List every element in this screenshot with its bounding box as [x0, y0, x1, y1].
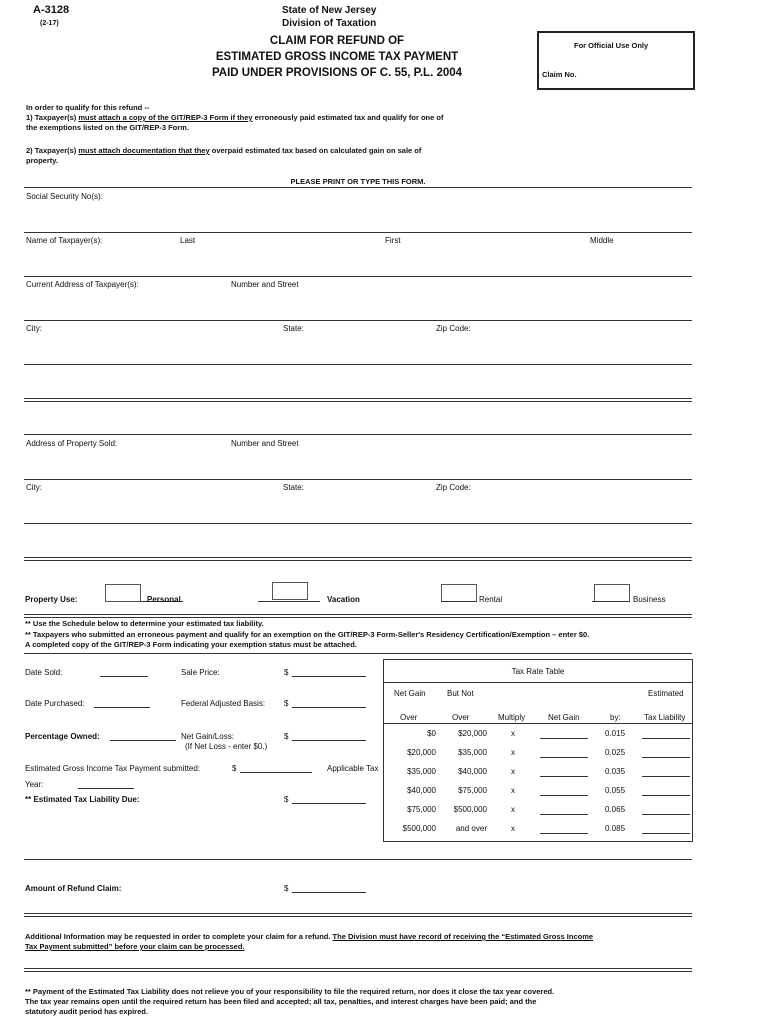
liability-due-dollar: $	[284, 795, 289, 804]
business-option-label: Business	[633, 595, 666, 604]
middle-name-label: Middle	[590, 236, 614, 245]
rate-but-not: and over	[455, 824, 487, 833]
rate-row	[384, 804, 692, 823]
intro-lead: In order to qualify for this refund --	[26, 103, 150, 112]
taxpayer-name-label: Name of Taxpayer(s):	[26, 236, 103, 245]
net-gain-label: Net Gain/Loss:	[181, 732, 234, 741]
rate-but-not: $75,000	[458, 786, 487, 795]
additional-info	[25, 932, 593, 941]
table-divider	[384, 723, 692, 724]
intro-item-2-cont: property.	[26, 156, 58, 165]
year-label: Year:	[25, 780, 44, 789]
rate-factor: 0.055	[605, 786, 626, 795]
attachment-note: A completed copy of the GIT/REP-3 Form indicating your exemption status must be attached.	[25, 640, 357, 649]
rate-but-not: $40,000	[458, 767, 487, 776]
rate-factor: 0.015	[605, 729, 626, 738]
rate-row	[384, 785, 692, 804]
federal-basis-field[interactable]	[292, 699, 366, 708]
footer-note-2: The tax year remains open until the required return has been filed and accepted; all tax, penalties, and interest charges have been paid; and the	[25, 997, 537, 1006]
rate-over: $40,000	[407, 786, 436, 795]
city-label: City:	[26, 324, 42, 333]
rate-multiply: x	[511, 824, 515, 833]
zip-label: Zip Code:	[436, 324, 471, 333]
rate-liability-field[interactable]	[642, 749, 690, 758]
additional-info-cont: Tax Payment submitted” before your claim can be processed.	[25, 942, 245, 951]
tax-rate-table	[383, 659, 693, 842]
section-divider	[24, 398, 692, 402]
exemption-note: ** Taxpayers who submitted an erroneous payment and qualify for an exemption on the GIT/REP-3 Form-Seller's Residency Certification/Exemption – enter $0.	[25, 630, 590, 639]
sale-price-field[interactable]	[292, 668, 366, 677]
taxpayer-name-field[interactable]	[24, 245, 692, 275]
rate-net-gain-field[interactable]	[540, 787, 588, 796]
net-gain-dollar: $	[284, 732, 289, 741]
form-title-line3: PAID UNDER PROVISIONS OF C. 55, P.L. 2004	[211, 67, 463, 79]
last-name-label: Last	[180, 236, 196, 245]
current-address-label: Current Address of Taxpayer(s):	[26, 280, 139, 289]
intro-item-1	[26, 113, 443, 122]
divider	[24, 859, 692, 860]
rate-net-gain-field[interactable]	[540, 749, 588, 758]
schedule-note: ** Use the Schedule below to determine your estimated tax liability.	[25, 619, 264, 628]
est-payment-field[interactable]	[240, 764, 312, 773]
federal-basis-dollar: $	[284, 699, 289, 708]
intro-item-1-rest: erroneously paid estimated tax and qualify for one of	[252, 113, 444, 122]
additional-info-text: Additional Information may be requested in order to complete your claim for a refund.	[25, 932, 333, 941]
section-divider	[24, 968, 692, 972]
rate-liability-field[interactable]	[642, 825, 690, 834]
header-over-2: Over	[452, 713, 470, 722]
rate-but-not: $500,000	[453, 805, 487, 814]
header-net-gain-2: Net Gain	[548, 713, 580, 722]
personal-checkbox[interactable]	[105, 584, 141, 602]
header-estimated: Estimated	[648, 689, 684, 698]
intro-item-1-cont: the exemptions listed on the GIT/REP-3 Form.	[26, 123, 189, 132]
divider	[24, 320, 692, 321]
applicable-tax-label: Applicable Tax	[327, 764, 379, 773]
property-street-label: Number and Street	[231, 439, 299, 448]
rate-net-gain-field[interactable]	[540, 806, 588, 815]
rate-multiply: x	[511, 729, 515, 738]
year-field[interactable]	[78, 780, 134, 789]
city-state-zip-field[interactable]	[24, 333, 692, 363]
business-underline	[592, 601, 630, 602]
property-zip-label: Zip Code:	[436, 483, 471, 492]
rate-multiply: x	[511, 748, 515, 757]
rate-net-gain-field[interactable]	[540, 825, 588, 834]
section-divider	[24, 557, 692, 561]
header-but-not: But Not	[447, 689, 474, 698]
intro-item-2-prefix: 2) Taxpayer(s)	[26, 146, 79, 155]
vacation-checkbox[interactable]	[272, 582, 308, 600]
net-gain-field[interactable]	[292, 732, 366, 741]
claim-no-label: Claim No.	[542, 70, 577, 79]
property-city-label: City:	[26, 483, 42, 492]
rate-over: $75,000	[407, 805, 436, 814]
personal-option-label: Personal	[147, 595, 181, 604]
rental-underline	[441, 601, 477, 602]
official-use-label: For Official Use Only	[574, 41, 649, 50]
date-sold-label: Date Sold:	[25, 668, 63, 677]
divider	[24, 479, 692, 480]
additional-info-emphasis: The Division must have record of receiving the “Estimated Gross Income	[332, 932, 594, 941]
rate-but-not: $20,000	[458, 729, 487, 738]
property-address-label: Address of Property Sold:	[26, 439, 118, 448]
ssn-label: Social Security No(s):	[26, 192, 103, 201]
footer-note-1: ** Payment of the Estimated Tax Liability does not relieve you of your responsibility to file the required return, nor does it close the tax year covered.	[25, 987, 555, 996]
federal-basis-label: Federal Adjusted Basis:	[181, 699, 266, 708]
first-name-label: First	[385, 236, 401, 245]
divider	[24, 434, 692, 435]
header-division: Division of Taxation	[282, 18, 377, 29]
rate-liability-field[interactable]	[642, 730, 690, 739]
property-state-label: State:	[283, 483, 304, 492]
divider	[24, 232, 692, 233]
rate-multiply: x	[511, 805, 515, 814]
header-tax-liability: Tax Liability	[644, 713, 686, 722]
rate-row	[384, 747, 692, 766]
form-revision: (2-17)	[40, 20, 59, 27]
intro-item-2	[26, 146, 421, 155]
state-label: State:	[283, 324, 304, 333]
rate-factor: 0.065	[605, 805, 626, 814]
divider	[24, 653, 692, 654]
property-city-state-zip-field[interactable]	[24, 492, 692, 522]
rate-multiply: x	[511, 786, 515, 795]
date-sold-field[interactable]	[100, 668, 148, 677]
header-state: State of New Jersey	[282, 5, 377, 16]
intro-item-2-emphasis: must attach documentation that they	[78, 146, 210, 155]
refund-claim-field[interactable]	[292, 884, 366, 893]
vacation-underline	[258, 601, 320, 602]
divider	[24, 523, 692, 524]
header-multiply: Multiply	[498, 713, 526, 722]
percentage-owned-field[interactable]	[110, 732, 176, 741]
tax-rate-table-title: Tax Rate Table	[511, 667, 565, 676]
rate-row	[384, 766, 692, 785]
rate-net-gain-field[interactable]	[540, 730, 588, 739]
ssn-field[interactable]	[24, 200, 692, 230]
section-divider	[24, 614, 692, 618]
print-note: PLEASE PRINT OR TYPE THIS FORM.	[290, 177, 426, 186]
property-use-label: Property Use:	[25, 595, 78, 604]
vacation-option-label: Vacation	[327, 595, 360, 604]
liability-due-field[interactable]	[292, 795, 366, 804]
rate-over: $0	[427, 729, 436, 738]
business-checkbox[interactable]	[594, 584, 630, 602]
net-loss-note: (If Net Loss - enter $0.)	[185, 742, 268, 751]
rental-option-label: Rental	[479, 595, 503, 604]
divider	[24, 187, 692, 188]
section-divider	[24, 913, 692, 917]
intro-item-1-emphasis: must attach a copy of the GIT/REP-3 Form if they	[78, 113, 253, 122]
intro-item-2-rest: overpaid estimated tax based on calculated gain on sale of	[209, 146, 422, 155]
rate-but-not: $35,000	[458, 748, 487, 757]
date-purchased-label: Date Purchased:	[25, 699, 85, 708]
property-address-field[interactable]	[24, 448, 692, 478]
official-use-box	[537, 31, 695, 90]
header-net-gain: Net Gain	[394, 689, 426, 698]
rate-factor: 0.085	[605, 824, 626, 833]
rate-liability-field[interactable]	[642, 806, 690, 815]
divider	[24, 276, 692, 277]
est-payment-label: Estimated Gross Income Tax Payment submitted:	[25, 764, 201, 773]
form-id: A-3128	[33, 4, 70, 16]
percentage-owned-label: Percentage Owned:	[25, 732, 100, 741]
rate-over: $20,000	[407, 748, 436, 757]
header-over: Over	[400, 713, 418, 722]
footer-note-3: statutory audit period has expired.	[25, 1007, 148, 1016]
sale-price-label: Sale Price:	[181, 668, 220, 677]
rate-row	[384, 823, 692, 842]
rate-liability-field[interactable]	[642, 768, 690, 777]
intro-item-1-prefix: 1) Taxpayer(s)	[26, 113, 79, 122]
date-purchased-field[interactable]	[94, 699, 150, 708]
rental-checkbox[interactable]	[441, 584, 477, 602]
rate-factor: 0.035	[605, 767, 626, 776]
liability-due-label: ** Estimated Tax Liability Due:	[25, 795, 140, 804]
refund-claim-label: Amount of Refund Claim:	[25, 884, 122, 893]
rate-multiply: x	[511, 767, 515, 776]
number-street-label: Number and Street	[231, 280, 299, 289]
sale-price-dollar: $	[284, 668, 289, 677]
rate-factor: 0.025	[605, 748, 626, 757]
rate-row	[384, 728, 692, 747]
form-title-line2: ESTIMATED GROSS INCOME TAX PAYMENT	[215, 51, 459, 63]
rate-liability-field[interactable]	[642, 787, 690, 796]
refund-dollar: $	[284, 884, 289, 893]
est-payment-dollar: $	[232, 764, 237, 773]
rate-over: $500,000	[402, 824, 436, 833]
rate-net-gain-field[interactable]	[540, 768, 588, 777]
form-title-line1: CLAIM FOR REFUND OF	[269, 35, 405, 47]
current-address-field[interactable]	[24, 289, 692, 319]
table-divider	[384, 682, 692, 683]
rate-over: $35,000	[407, 767, 436, 776]
divider	[24, 364, 692, 365]
header-by: by:	[610, 713, 621, 722]
